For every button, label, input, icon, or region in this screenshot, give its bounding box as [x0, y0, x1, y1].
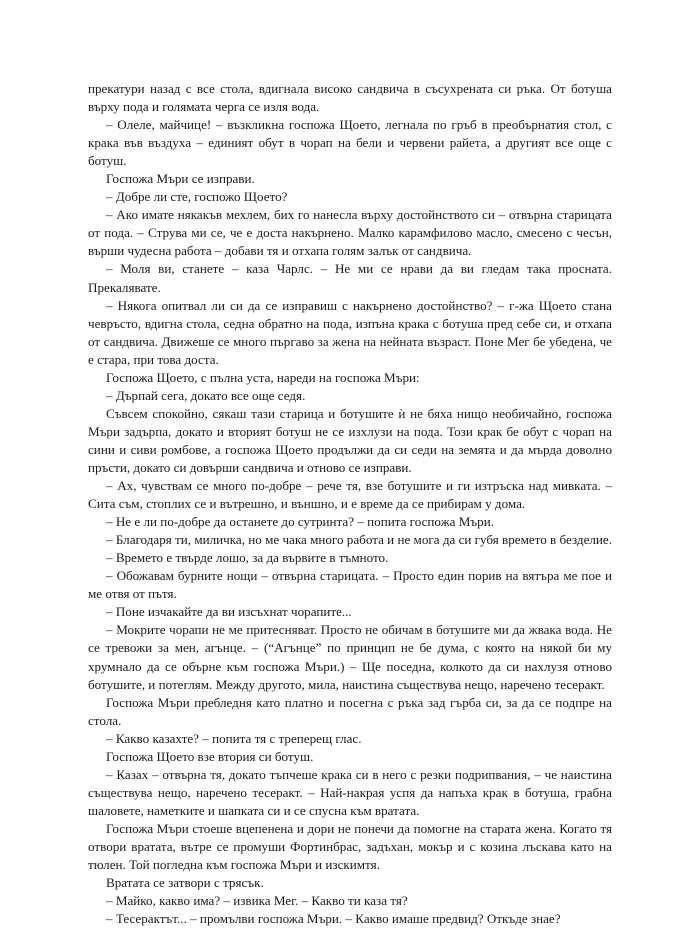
paragraph: – Дърпай сега, докато все още седя.: [106, 387, 306, 403]
body-text: [88, 80, 612, 928]
paragraph: – Казах – отвърна тя, докато тъпчеше крака си в него с резки подрипвания, – че наистина съществува нещо, наречено тесеракт. – Най-накрая успя да напъха крак в ботуша, грабна шаловете, наметките и шапката си и се спусна към вратата.: [88, 766, 612, 818]
paragraph: – Ах, чувствам се много по-добре – рече тя, взе ботушите и ги изтръска над мивката. – Сита съм, стоплих се и вътрешно, и външно, и е време да се прибирам у дома.: [88, 478, 612, 512]
paragraph: – Майко, какво има? – извика Мег. – Какво ти каза тя?: [106, 893, 408, 909]
paragraph: Съвсем спокойно, сякаш тази старица и ботушите ѝ не бяха нищо необичайно, госпожа Мъри задърпа, докато и вторият ботуш не се изхлузи на пода. Този крак бе обут с чорап на сини и сиви ромбове, а госпожа Щоето продължи да си седи на земята и да мърда доволно пръсти, докато си довърши сандвича и отново се изправи.: [88, 405, 612, 475]
paragraph: – Мокрите чорапи не ме притесняват. Просто не обичам в ботушите ми да жвака вода. Не се тревожи за мен, агънце. – (“Агънце” по принцип не бе дума, с която на някой би му хрумнало да се обърне към госпожа Мъри.) – Ще поседна, колкото да си нахлузя отново ботушите, и потеглям. Между другото, мила, наистина съществува нещо, наречено тесеракт.: [88, 622, 612, 692]
paragraph: – Обожавам бурните нощи – отвърна старицата. – Просто един порив на вятъра ме пое и ме отвя от пътя.: [88, 568, 612, 602]
paragraph: Госпожа Мъри стоеше вцепенена и дори не понечи да помогне на старата жена. Когато тя отвори вратата, вътре се промуши Фортинбрас, задъхан, мокър и с козина лъскава като на тюлен. Той погледна към госпожа Мъри и изскимтя.: [88, 820, 612, 873]
paragraph: – Моля ви, станете – каза Чарлс. – Не ми се нрави да ви гледам така просната. Прекалявате.: [88, 261, 612, 295]
paragraph: – Не е ли по-добре да останете до сутринта? – попита госпожа Мъри.: [106, 514, 495, 530]
paragraph: Госпожа Мъри се изправи.: [106, 171, 255, 187]
paragraph: Госпожа Мъри пребледня като платно и посегна с ръка зад гърба си, за да се подпре на стола.: [88, 694, 612, 728]
paragraph: – Добре ли сте, госпожо Щоето?: [106, 189, 288, 205]
paragraph: Вратата се затвори с трясък.: [106, 875, 264, 891]
paragraph: – Времето е твърде лошо, за да вървите в тъмното.: [106, 550, 389, 566]
paragraph: прекатури назад с все стола, вдигнала високо сандвича в съсухрената си ръка. От ботуша върху пода и голямата черга се изля вода.: [88, 81, 612, 115]
paragraph: – Олеле, майчице! – възкликна госпожа Щоето, легнала по гръб в преобърнатия стол, с крака във въздуха – единият обут в чорап на бели и червени райета, а другият все още с ботуш.: [88, 117, 612, 169]
paragraph: – Благодаря ти, миличка, но ме чака много работа и не мога да си губя времето в безделие.: [106, 532, 613, 548]
paragraph: – Поне изчакайте да ви изсъхнат чорапите...: [106, 604, 352, 620]
paragraph: Госпожа Щоето взе втория си ботуш.: [106, 748, 314, 764]
paragraph: – Ако имате някакъв мехлем, бих го нанесла върху достойнството си – отвърна старицата от пода. – Струва ми се, че е доста накърнено. Малко карамфилово масло, смесено с чесън, върши чудесна работа – добави тя и отхапа голям залък от сандвича.: [88, 207, 612, 259]
paragraph: – Тесерактът... – промълви госпожа Мъри. – Какво имаше предвид? Откъде знае?: [106, 911, 561, 927]
paragraph: – Какво казахте? – попита тя с треперещ глас.: [106, 730, 362, 746]
paragraph: Госпожа Щоето, с пълна уста, нареди на госпожа Мъри:: [106, 369, 420, 385]
paragraph: – Някога опитвал ли си да се изправиш с накърнено достойнство? – г-жа Щоето стана чевръсто, вдигна стола, седна обратно на пода, изпъна крака с ботуша пред себе си, и отхапа от сандвича. Движеше се много пъргаво за жена на нейната възраст. Поне Мег бе убедена, че е стара, при това доста.: [88, 297, 612, 367]
